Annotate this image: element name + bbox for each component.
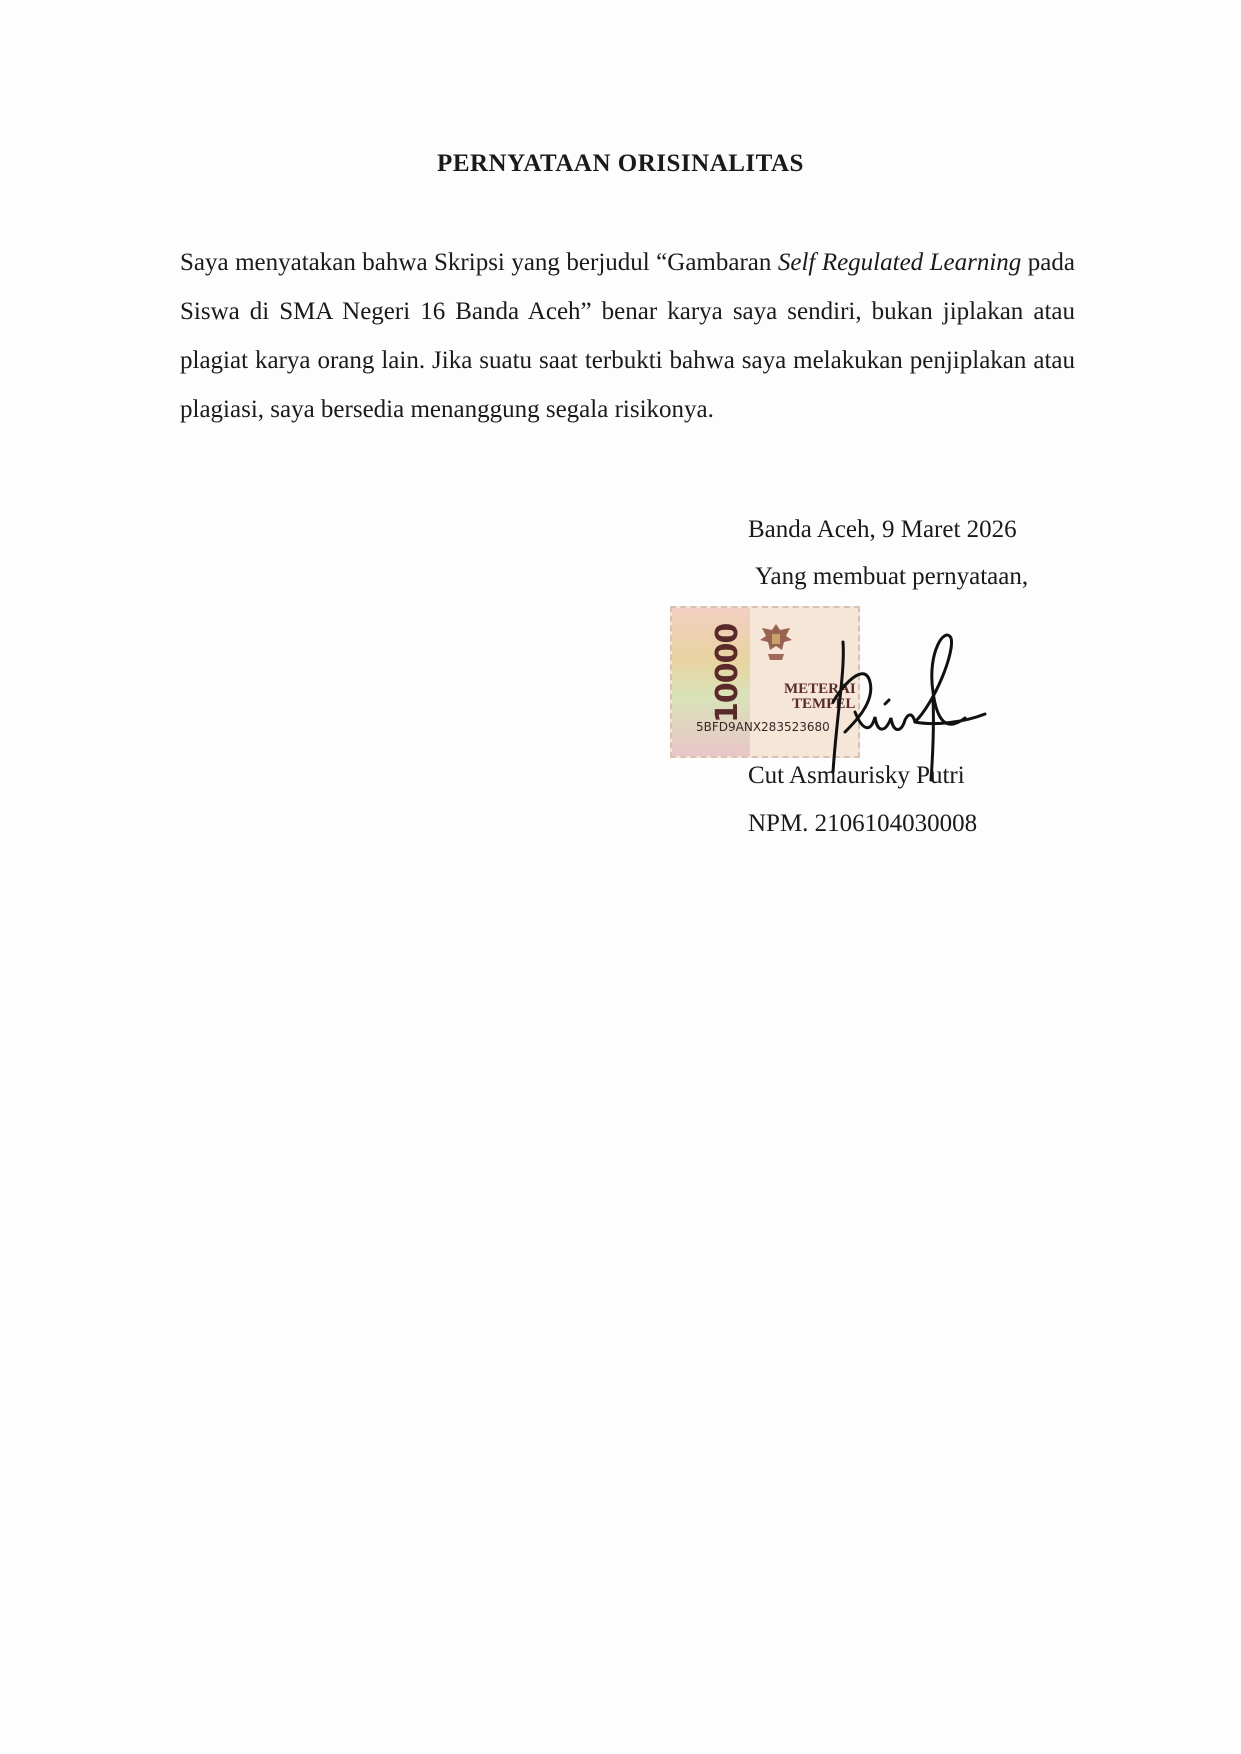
document-title: PERNYATAAN ORISINALITAS bbox=[437, 150, 804, 177]
maker-label: Yang membuat pernyataan, bbox=[755, 563, 1029, 590]
signer-name: Cut Asmaurisky Putri bbox=[748, 762, 965, 789]
stamp-label-line1: METERAI bbox=[784, 681, 856, 697]
statement-paragraph bbox=[180, 238, 1075, 434]
garuda-emblem-icon bbox=[756, 620, 796, 664]
stamp-value: 10000 bbox=[710, 623, 745, 723]
statement-text-start: Saya menyatakan bahwa Skripsi yang berjudul “Gambaran bbox=[180, 249, 778, 276]
stamp-serial: 5BFD9ANX283523680 bbox=[696, 720, 830, 734]
signer-npm: NPM. 2106104030008 bbox=[748, 810, 978, 837]
handwritten-signature bbox=[815, 622, 995, 782]
stamp-label-line2: TEMPEL bbox=[792, 696, 856, 712]
statement-text-end: pada Siswa di SMA Negeri 16 Banda Aceh” benar karya saya sendiri, bukan jiplakan atau plagiat karya orang lain. Jika suatu saat terbukti bahwa saya melakukan penjiplakan atau plagiasi, saya bersedia menanggung segala risikonya. bbox=[180, 249, 1075, 423]
statement-italic-title: Self Regulated Learning bbox=[777, 249, 1022, 276]
place-date: Banda Aceh, 9 Maret 2026 bbox=[748, 516, 1017, 543]
